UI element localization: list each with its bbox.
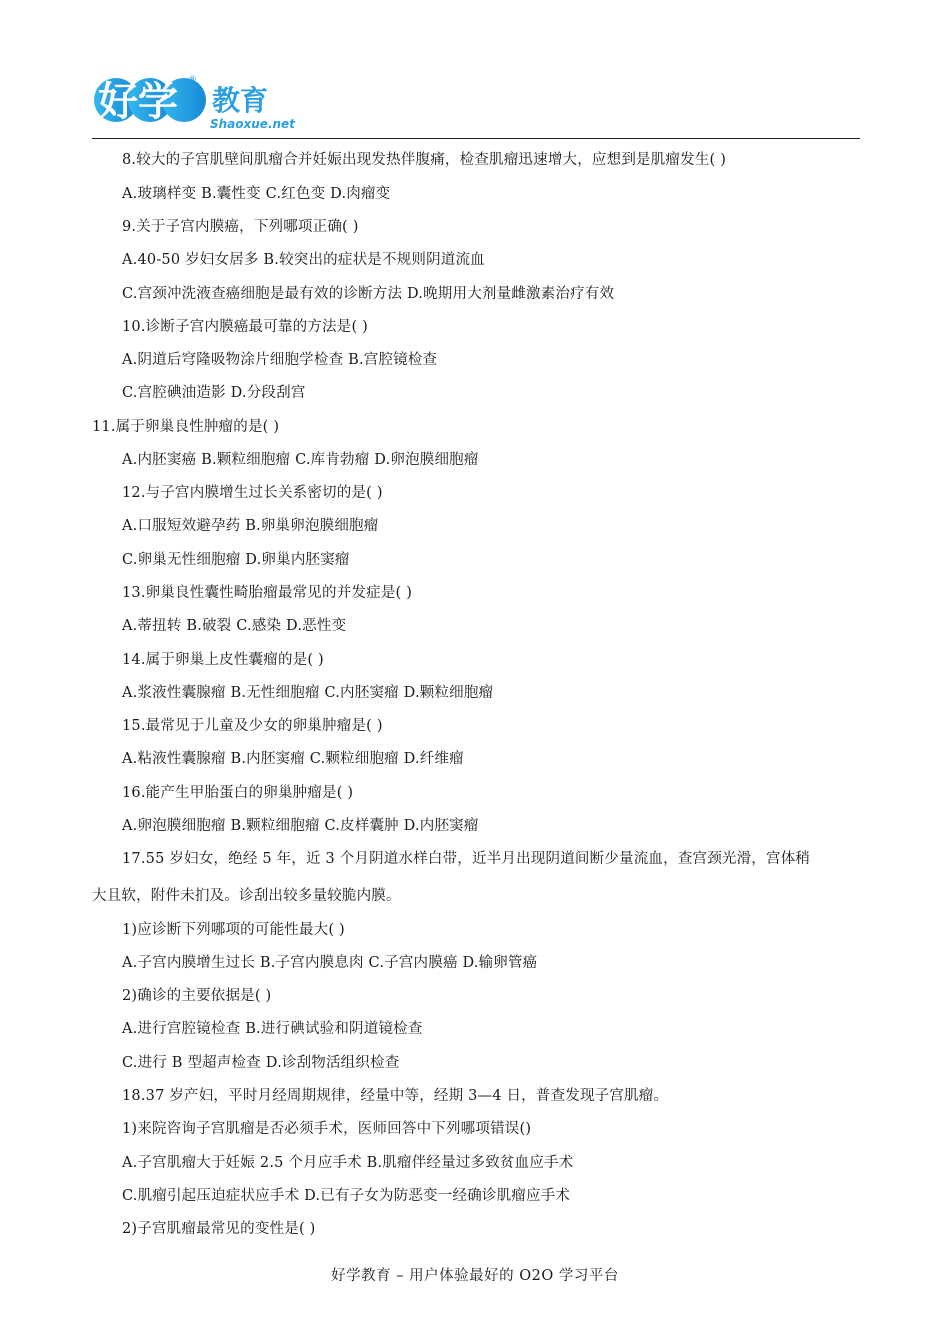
question-line: 11.属于卵巢良性肿瘤的是( )	[92, 419, 280, 435]
option-line: C.宫腔碘油造影 D.分段刮宫	[122, 385, 306, 401]
question-line: 15.最常见于儿童及少女的卵巢肿瘤是( )	[122, 718, 383, 734]
option-line: C.宫颈冲洗液查癌细胞是最有效的诊断方法 D.晚期用大剂量雌激素治疗有效	[122, 286, 615, 302]
question-line: 17.55 岁妇女，绝经 5 年，近 3 个月阴道水样白带，近半月出现阴道间断少量流血，查宫颈光滑，宫体稍	[122, 851, 811, 867]
logo-sub-text: 教育	[212, 84, 269, 117]
option-line: C.肌瘤引起压迫症状应手术 D.已有子女为防恶变一经确诊肌瘤应手术	[122, 1188, 571, 1204]
question-line: 12.与子宫内膜增生过长关系密切的是( )	[122, 485, 383, 501]
option-line: A.40-50 岁妇女居多 B.较突出的症状是不规则阴道流血	[122, 252, 485, 268]
question-line: 10.诊断子宫内膜癌最可靠的方法是( )	[122, 319, 368, 335]
question-line: 14.属于卵巢上皮性囊瘤的是( )	[122, 652, 324, 668]
option-line: A.进行宫腔镜检查 B.进行碘试验和阴道镜检查	[122, 1021, 423, 1037]
option-line: A.卵泡膜细胞瘤 B.颗粒细胞瘤 C.皮样囊肿 D.内胚窦瘤	[122, 818, 479, 834]
option-line: A.内胚窦癌 B.颗粒细胞瘤 C.库肯勃瘤 D.卵泡膜细胞瘤	[122, 452, 479, 468]
option-line: C.卵巢无性细胞瘤 D.卵巢内胚窦瘤	[122, 552, 350, 568]
page-footer: 好学教育 – 用户体验最好的 O2O 学习平台	[331, 1268, 619, 1284]
option-line: A.口服短效避孕药 B.卵巢卵泡膜细胞瘤	[122, 518, 379, 534]
logo-main-text: 好学	[98, 79, 178, 125]
sub-question-line: 2)子宫肌瘤最常见的变性是( )	[122, 1221, 316, 1237]
registered-mark: ®	[188, 75, 197, 85]
logo-site-text: Shaoxue.net	[210, 117, 295, 131]
option-line: A.浆液性囊腺瘤 B.无性细胞瘤 C.内胚窦瘤 D.颗粒细胞瘤	[122, 685, 494, 701]
option-line: A.蒂扭转 B.破裂 C.感染 D.恶性变	[122, 618, 347, 634]
question-line: 13.卵巢良性囊性畸胎瘤最常见的并发症是( )	[122, 585, 413, 601]
question-line-continued: 大且软，附件未扪及。诊刮出较多量较脆内膜。	[92, 888, 401, 904]
option-line: A.玻璃样变 B.囊性变 C.红色变 D.肉瘤变	[122, 186, 391, 202]
option-line: A.粘液性囊腺瘤 B.内胚窦瘤 C.颗粒细胞瘤 D.纤维瘤	[122, 751, 464, 767]
option-line: C.进行 B 型超声检查 D.诊刮物活组织检查	[122, 1055, 400, 1071]
question-line: 8.较大的子宫肌壁间肌瘤合并妊娠出现发热伴腹痛，检查肌瘤迅速增大，应想到是肌瘤发生( )	[122, 152, 727, 168]
question-line: 18.37 岁产妇，平时月经周期规律，经量中等，经期 3—4 日，普查发现子宫肌瘤。	[122, 1088, 669, 1104]
question-line: 9.关于子宫内膜癌，下列哪项正确( )	[122, 219, 359, 235]
option-line: A.阴道后穹隆吸物涂片细胞学检查 B.宫腔镜检查	[122, 352, 438, 368]
sub-question-line: 1)应诊断下列哪项的可能性最大( )	[122, 922, 345, 938]
option-line: A.子宫内膜增生过长 B.子宫内膜息肉 C.子宫内膜癌 D.输卵管癌	[122, 955, 538, 971]
sub-question-line: 1)来院咨询子宫肌瘤是否必须手术，医师回答中下列哪项错误()	[122, 1121, 532, 1137]
sub-question-line: 2)确诊的主要依据是( )	[122, 988, 272, 1004]
option-line: A.子宫肌瘤大于妊娠 2.5 个月应手术 B.肌瘤伴经量过多致贫血应手术	[122, 1155, 574, 1171]
question-line: 16.能产生甲胎蛋白的卵巢肿瘤是( )	[122, 785, 354, 801]
